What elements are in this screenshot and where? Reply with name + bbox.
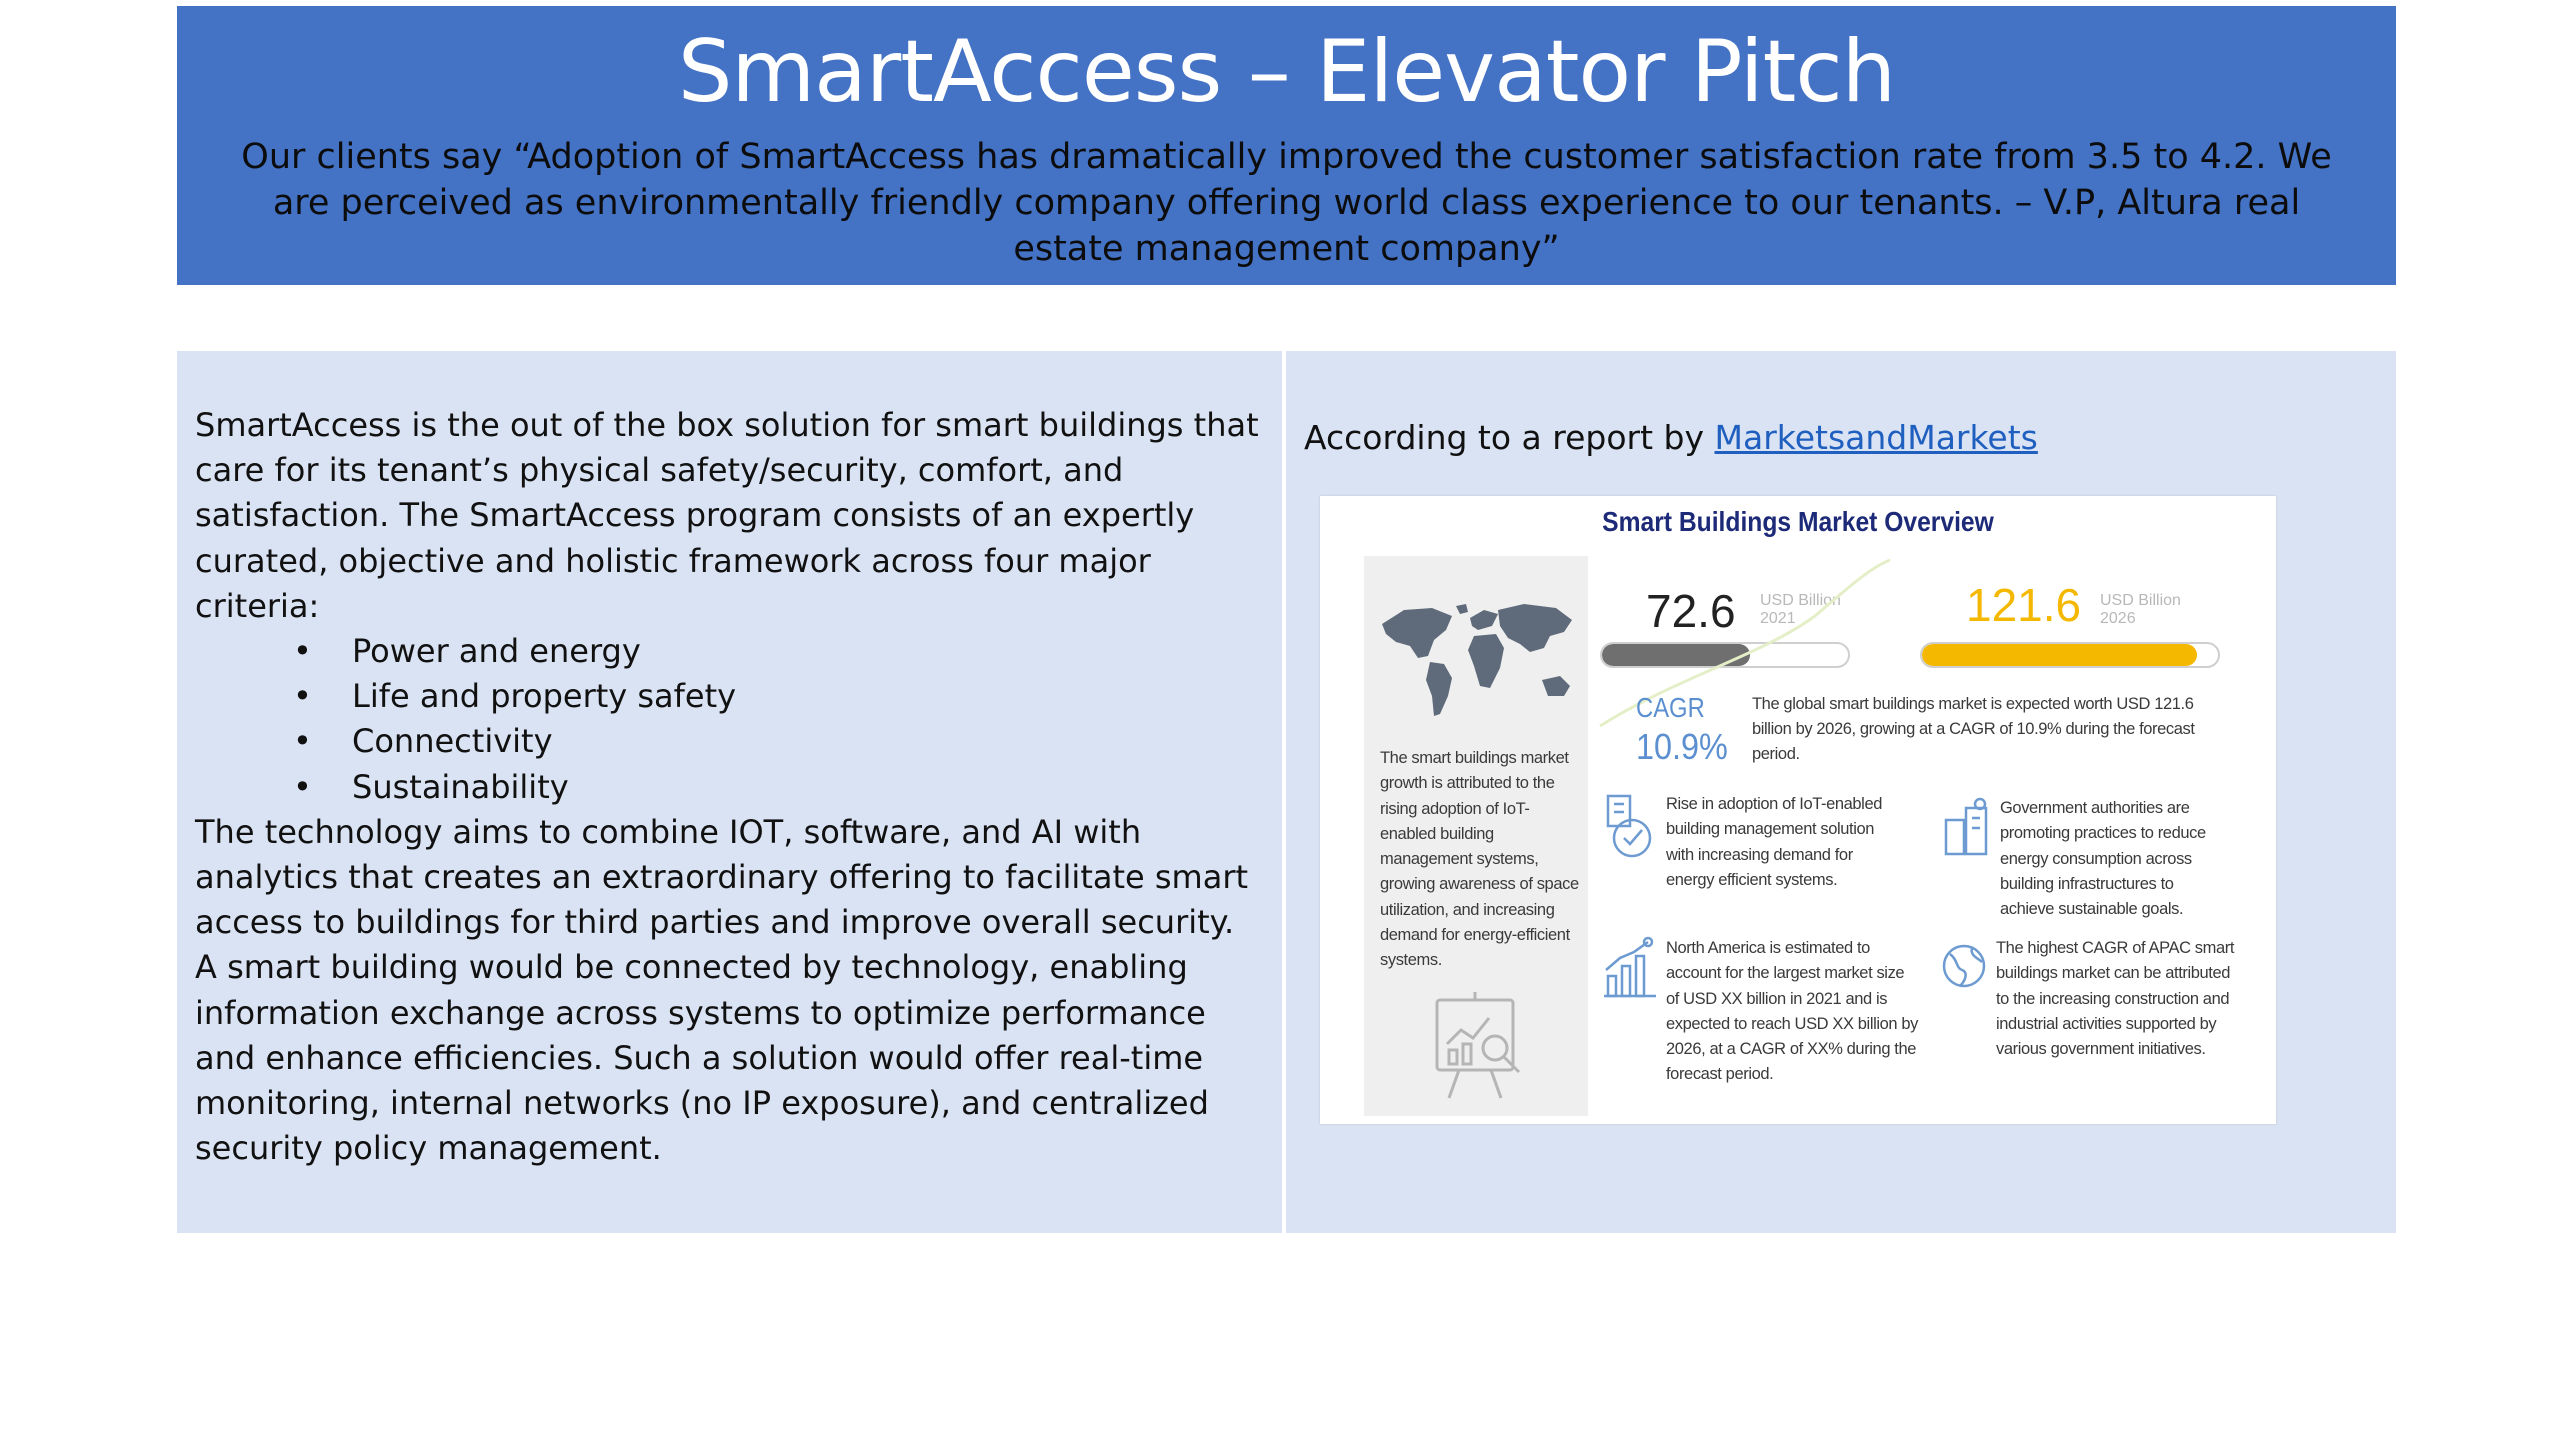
description-panel [177, 351, 1282, 1233]
technology-paragraph: The technology aims to combine IOT, software, and AI with analytics that creates an extraordinary offering to facilitate smart access to buildings for third parties and improve overall security. [195, 812, 1249, 942]
criteria-item: • Connectivity [195, 719, 1265, 764]
bullet-icon: • [293, 632, 312, 671]
point-government: Government authorities are promoting practices to reduce energy consumption across building infrastructures to achieve sustainable goals. [2000, 799, 2206, 919]
intro-paragraph: SmartAccess is the out of the box solution for smart buildings that care for its tenant’s physical safety/security, comfort, and satisfaction. The SmartAccess program consists of an expertly curated, objective and holistic framework across four major criteria: [195, 406, 1259, 625]
analytics-board-icon [1429, 986, 1529, 1106]
market-bar-2026-fill [1922, 644, 2197, 666]
market-bar-2026 [1920, 642, 2220, 668]
bullet-icon: • [293, 767, 312, 806]
market-panel [1286, 351, 2396, 1233]
infographic-title: Smart Buildings Market Overview [1602, 506, 1994, 537]
iot-building-icon [1602, 792, 1662, 862]
description-text [195, 403, 1265, 1171]
government-icon [1940, 796, 1996, 862]
market-unit-2021: USD Billion 2021 [1760, 592, 1841, 627]
page-title: SmartAccess – Elevator Pitch [677, 22, 1896, 122]
point-north-america: North America is estimated to account for the largest market size of USD XX billion in 2021 and is expected to reach USD XX billion by 2026, at a CAGR of XX% during the forecast period. [1666, 939, 1918, 1084]
criteria-item: • Life and property safety [195, 674, 1265, 719]
bar-chart-icon [1600, 936, 1660, 1002]
client-quote: Our clients say “Adoption of SmartAccess has dramatically improved the customer satisfaction rate from 3.5 to 4.2. We are perceived as environmentally friendly company offering world class experience to our tenants. – V.P, Altura real estate management company” [241, 137, 2332, 269]
bullet-icon: • [293, 677, 312, 716]
market-infographic [1320, 496, 2276, 1124]
criteria-list [195, 629, 1265, 810]
world-map-icon [1374, 596, 1579, 731]
market-value-2026: 121.6 [1966, 579, 2082, 631]
market-value-2021: 72.6 [1646, 585, 1736, 637]
market-summary: The global smart buildings market is expected worth USD 121.6 billion by 2026, growing at a CAGR of 10.9% during the forecast period. [1752, 695, 2195, 763]
cagr-label: CAGR [1636, 692, 1705, 723]
point-iot-adoption: Rise in adoption of IoT-enabled building management solution with increasing demand for energy efficient systems. [1666, 795, 1883, 889]
criteria-item: • Sustainability [195, 765, 1265, 810]
market-growth-text: The smart buildings market growth is attributed to the rising adoption of IoT-enabled building management systems, growing awareness of space utilization, and increasing demand for energy-efficient systems. [1380, 749, 1579, 970]
globe-icon [1940, 940, 1990, 996]
marketsandmarkets-link[interactable]: MarketsandMarkets [1714, 418, 2038, 457]
header-banner [177, 6, 2396, 285]
smart-building-paragraph: A smart building would be connected by technology, enabling information exchange across systems to optimize performance and enhance efficiencies. Such a solution would offer real-time monitoring, internal networks (no IP exposure), and centralized security policy management. [195, 948, 1209, 1168]
infographic-side-column [1364, 556, 1588, 1116]
bullet-icon: • [293, 722, 312, 761]
report-source: According to a report by MarketsandMarkets [1304, 418, 2038, 457]
market-unit-2026: USD Billion 2026 [2100, 592, 2181, 627]
cagr-value: 10.9% [1636, 726, 1728, 767]
criteria-item: • Power and energy [195, 629, 1265, 674]
point-apac: The highest CAGR of APAC smart buildings market can be attributed to the increasing construction and industrial activities supported by various government initiatives. [1996, 939, 2235, 1059]
